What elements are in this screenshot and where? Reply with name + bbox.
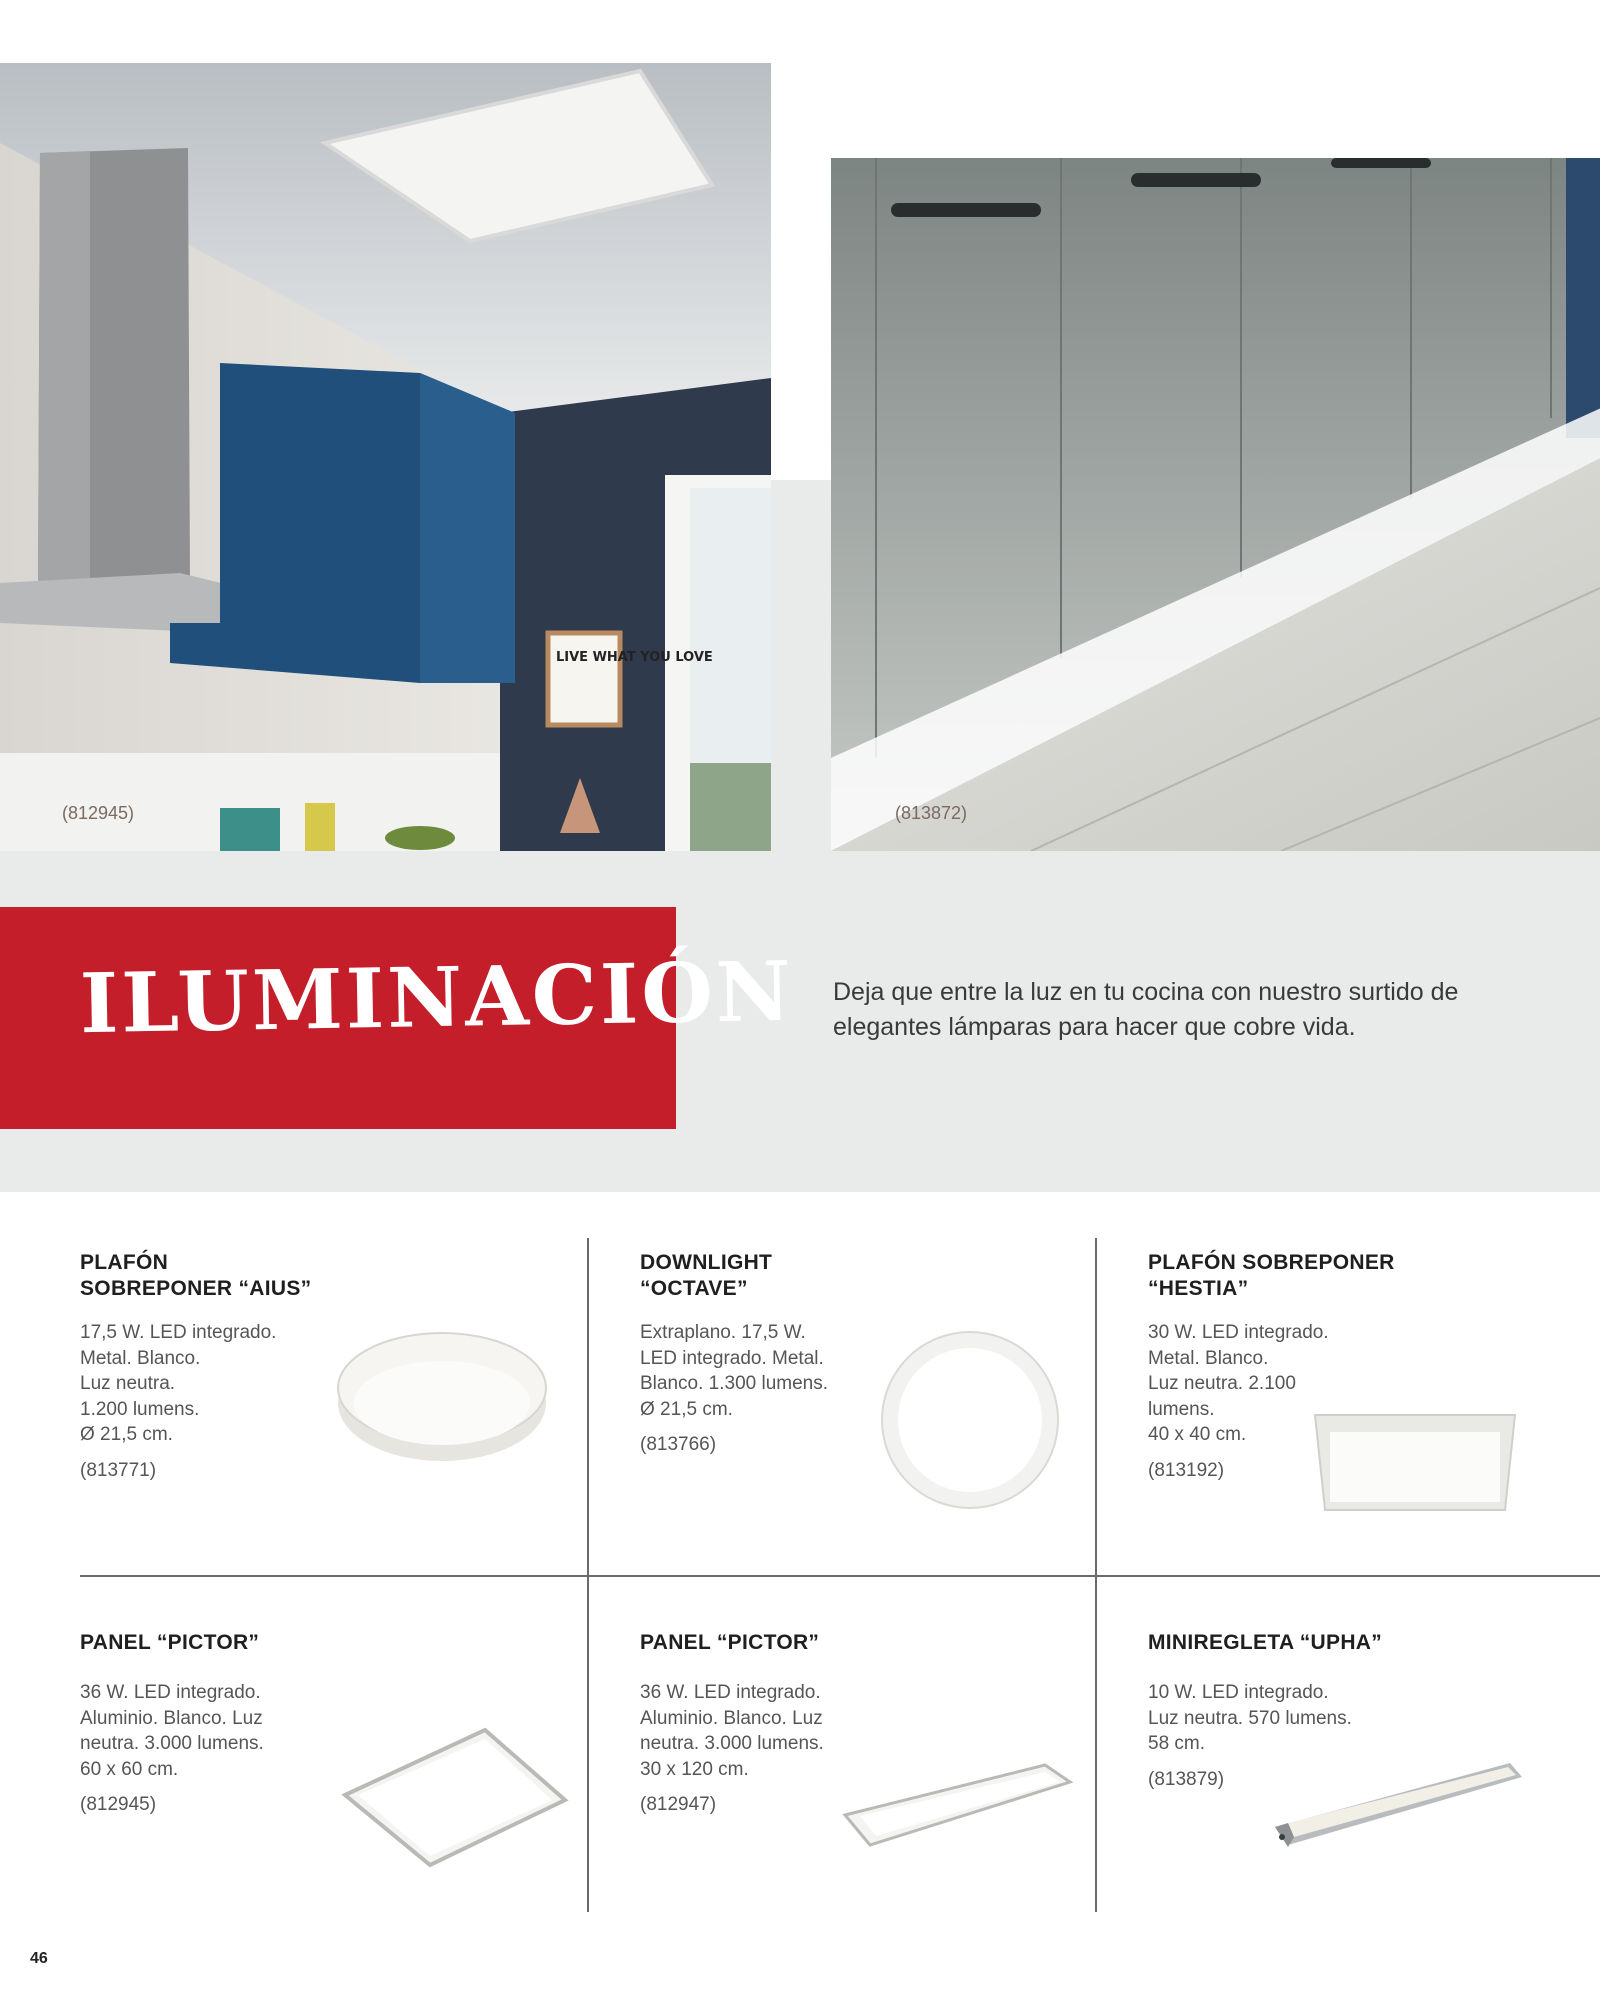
grid-divider xyxy=(80,1575,1600,1577)
product-title: PLAFÓN SOBREPONER “AIUS” xyxy=(80,1251,312,1300)
product-description: 10 W. LED integrado. Luz neutra. 570 lumens. 58 cm. xyxy=(1148,1682,1352,1754)
square-led-panel-image xyxy=(340,1725,570,1870)
product-card xyxy=(640,1630,824,1816)
kitchen-illustration xyxy=(0,63,771,851)
poster-text: LIVE WHAT YOU LOVE xyxy=(556,650,713,665)
product-card xyxy=(80,1250,311,1482)
round-downlight-image xyxy=(880,1330,1060,1510)
round-surface-lamp-image xyxy=(335,1328,550,1463)
product-card xyxy=(640,1250,828,1456)
photo-code: (812945) xyxy=(62,803,135,823)
square-panel-lamp-image xyxy=(1310,1410,1520,1515)
product-title: PANEL “PICTOR” xyxy=(640,1631,820,1654)
product-card xyxy=(80,1630,264,1816)
cabinet-light-photo xyxy=(831,158,1600,851)
product-description: 30 W. LED integrado. Metal. Blanco. Luz neutra. 2.100 lumens. 40 x 40 cm. xyxy=(1148,1322,1329,1445)
product-description: 36 W. LED integrado. Aluminio. Blanco. Luz neutra. 3.000 lumens. 60 x 60 cm. xyxy=(80,1682,264,1780)
product-code: (812945) xyxy=(80,1794,157,1815)
rectangular-led-panel-image xyxy=(840,1760,1075,1850)
photo-code: (813872) xyxy=(895,803,968,823)
product-description: 17,5 W. LED integrado. Metal. Blanco. Luz neutra. 1.200 lumens. Ø 21,5 cm. xyxy=(80,1322,277,1445)
product-code: (813771) xyxy=(80,1459,157,1481)
page-number: 46 xyxy=(30,1950,48,1967)
gray-accent-strip xyxy=(771,480,831,852)
under-cabinet-strip-light-image xyxy=(1270,1755,1525,1855)
product-description: Extraplano. 17,5 W. LED integrado. Metal. Blanco. 1.300 lumens. Ø 21,5 cm. xyxy=(640,1322,829,1420)
cabinet-illustration xyxy=(831,158,1600,851)
product-code: (813192) xyxy=(1148,1459,1225,1481)
section-title: ILUMINACIÓN xyxy=(79,943,795,1053)
kitchen-photo xyxy=(0,63,771,851)
product-code: (812947) xyxy=(640,1794,717,1815)
product-title: DOWNLIGHT “OCTAVE” xyxy=(640,1251,773,1300)
product-title: PANEL “PICTOR” xyxy=(80,1631,260,1654)
product-title: PLAFÓN SOBREPONER “HESTIA” xyxy=(1148,1251,1395,1300)
product-title: MINIREGLETA “UPHA” xyxy=(1148,1631,1383,1654)
product-code: (813766) xyxy=(640,1434,717,1455)
section-intro: Deja que entre la luz en tu cocina con nuestro surtido de elegantes lámparas para hacer que cobre vida. xyxy=(833,978,1459,1041)
product-description: 36 W. LED integrado. Aluminio. Blanco. Luz neutra. 3.000 lumens. 30 x 120 cm. xyxy=(640,1682,824,1780)
product-code: (813879) xyxy=(1148,1768,1225,1790)
